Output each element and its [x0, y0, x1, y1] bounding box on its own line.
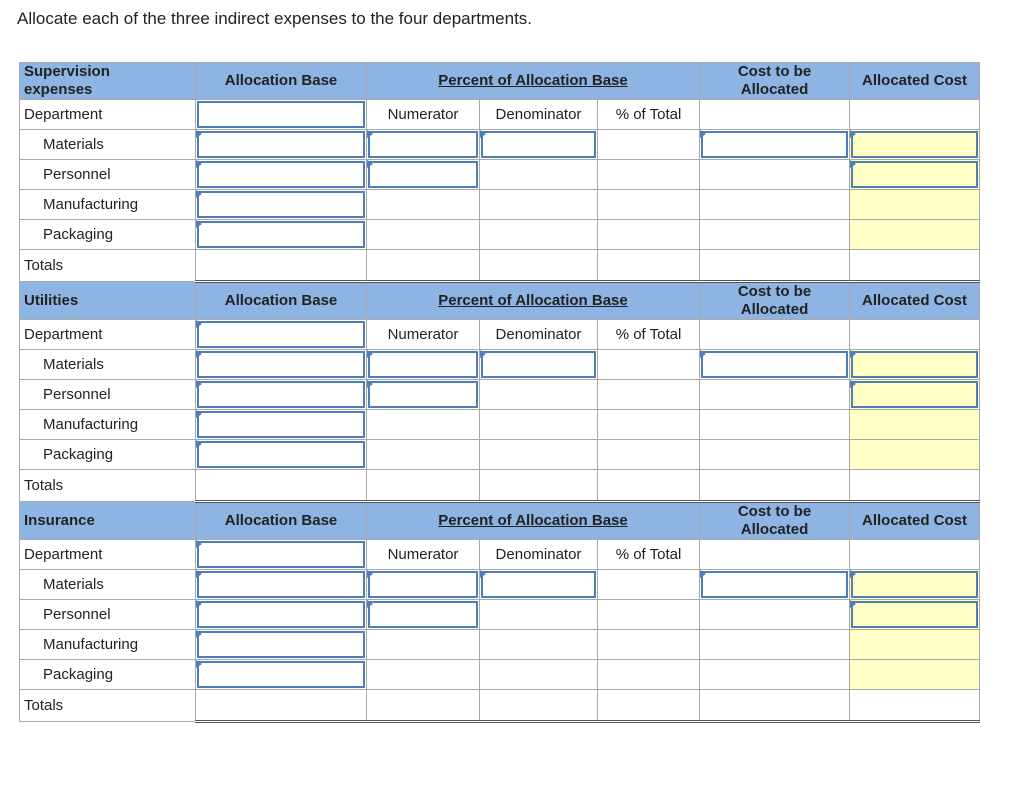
cost-cell: [700, 410, 850, 440]
denominator-label: Denominator: [480, 320, 598, 350]
allocated-cost-cell: [850, 410, 980, 440]
table-row: [20, 160, 980, 190]
pct-cell: [598, 660, 700, 690]
totals-label: Totals: [20, 470, 196, 502]
department-subheader-row: [20, 540, 980, 570]
pct-cell: [598, 160, 700, 190]
department-name: Manufacturing: [20, 630, 196, 660]
allocated-cost-cell: [850, 630, 980, 660]
section-header-utilities: [20, 282, 980, 320]
pct-of-total-label: % of Total: [598, 540, 700, 570]
denominator-cell: [480, 380, 598, 410]
denominator-cell: [480, 600, 598, 630]
pct-cell: [598, 350, 700, 380]
table-row: [20, 630, 980, 660]
department-label: Department: [20, 540, 196, 570]
numerator-cell: [367, 410, 480, 440]
totals-row: [20, 470, 980, 502]
allocated-cost-input[interactable]: [850, 160, 980, 190]
cost-to-be-allocated-header: Cost to be Allocated: [700, 63, 850, 100]
totals-cell: [700, 690, 850, 722]
department-label: Department: [20, 320, 196, 350]
totals-cell: [196, 250, 367, 282]
numerator-input[interactable]: [367, 380, 480, 410]
allocated-cost-input[interactable]: [850, 130, 980, 160]
pct-cell: [598, 630, 700, 660]
pct-cell: [598, 190, 700, 220]
department-name: Personnel: [20, 600, 196, 630]
department-subheader-row: [20, 100, 980, 130]
department-label: Department: [20, 100, 196, 130]
numerator-cell: [367, 190, 480, 220]
totals-cell: [480, 250, 598, 282]
totals-cell: [598, 250, 700, 282]
percent-allocation-base-header: Percent of Allocation Base: [367, 502, 700, 540]
allocated-cost-header: Allocated Cost: [850, 63, 980, 100]
department-name: Manufacturing: [20, 410, 196, 440]
allocation-base-header: Allocation Base: [196, 502, 367, 540]
percent-allocation-base-header: Percent of Allocation Base: [367, 282, 700, 320]
department-name: Manufacturing: [20, 190, 196, 220]
totals-cell: [598, 690, 700, 722]
pct-cell: [598, 570, 700, 600]
allocated-cost-input[interactable]: [850, 380, 980, 410]
department-name: Packaging: [20, 660, 196, 690]
department-name: Personnel: [20, 380, 196, 410]
allocation-base-input[interactable]: [196, 130, 367, 160]
numerator-cell: [367, 440, 480, 470]
numerator-cell: [367, 220, 480, 250]
totals-cell: [367, 250, 480, 282]
allocation-base-input[interactable]: [196, 380, 367, 410]
cost-to-be-allocated-header: Cost to be Allocated: [700, 282, 850, 320]
cost-to-be-allocated-input[interactable]: [700, 570, 850, 600]
numerator-input[interactable]: [367, 130, 480, 160]
denominator-cell: [480, 410, 598, 440]
allocation-base-input[interactable]: [196, 410, 367, 440]
cost-cell: [700, 160, 850, 190]
table-row: [20, 570, 980, 600]
cost-cell: [700, 320, 850, 350]
totals-cell: [367, 470, 480, 502]
allocated-cost-cell: [850, 190, 980, 220]
totals-row: [20, 250, 980, 282]
denominator-input[interactable]: [480, 130, 598, 160]
allocation-base-input[interactable]: [196, 320, 367, 350]
allocation-base-input[interactable]: [196, 440, 367, 470]
denominator-label: Denominator: [480, 540, 598, 570]
allocation-base-input[interactable]: [196, 160, 367, 190]
cost-cell: [700, 540, 850, 570]
department-name: Materials: [20, 570, 196, 600]
table-row: [20, 380, 980, 410]
cost-cell: [700, 600, 850, 630]
instruction-text: Allocate each of the three indirect expenses to the four departments.: [17, 9, 533, 28]
section-header-insurance: [20, 502, 980, 540]
department-subheader-row: [20, 320, 980, 350]
numerator-input[interactable]: [367, 160, 480, 190]
pct-cell: [598, 220, 700, 250]
department-name: Packaging: [20, 440, 196, 470]
allocated-cost-cell: [850, 440, 980, 470]
allocated-cell: [850, 320, 980, 350]
table-row: [20, 410, 980, 440]
allocation-base-input[interactable]: [196, 600, 367, 630]
cost-cell: [700, 630, 850, 660]
table-row: [20, 660, 980, 690]
cost-cell: [700, 660, 850, 690]
totals-label: Totals: [20, 250, 196, 282]
totals-cell: [850, 470, 980, 502]
numerator-label: Numerator: [367, 320, 480, 350]
allocated-cost-header: Allocated Cost: [850, 502, 980, 540]
table-row: [20, 130, 980, 160]
totals-cell: [850, 250, 980, 282]
allocated-cost-input[interactable]: [850, 350, 980, 380]
cost-cell: [700, 100, 850, 130]
allocated-cost-cell: [850, 660, 980, 690]
denominator-cell: [480, 190, 598, 220]
pct-cell: [598, 380, 700, 410]
cost-cell: [700, 220, 850, 250]
allocation-base-input[interactable]: [196, 190, 367, 220]
department-name: Personnel: [20, 160, 196, 190]
cost-to-be-allocated-input[interactable]: [700, 130, 850, 160]
denominator-label: Denominator: [480, 100, 598, 130]
allocated-cell: [850, 100, 980, 130]
numerator-cell: [367, 630, 480, 660]
section-title: Supervision expenses: [20, 63, 196, 100]
department-name: Materials: [20, 350, 196, 380]
numerator-label: Numerator: [367, 100, 480, 130]
cost-to-be-allocated-header: Cost to be Allocated: [700, 502, 850, 540]
denominator-input[interactable]: [480, 350, 598, 380]
allocated-cost-input[interactable]: [850, 570, 980, 600]
allocation-base-input[interactable]: [196, 220, 367, 250]
denominator-input[interactable]: [480, 570, 598, 600]
table-row: [20, 440, 980, 470]
table-row: [20, 350, 980, 380]
allocation-base-header: Allocation Base: [196, 282, 367, 320]
pct-cell: [598, 130, 700, 160]
pct-cell: [598, 440, 700, 470]
numerator-input[interactable]: [367, 350, 480, 380]
table-row: [20, 600, 980, 630]
numerator-cell: [367, 660, 480, 690]
totals-cell: [480, 470, 598, 502]
pct-of-total-label: % of Total: [598, 100, 700, 130]
section-title: Utilities: [20, 282, 196, 320]
allocated-cost-input[interactable]: [850, 600, 980, 630]
pct-of-total-label: % of Total: [598, 320, 700, 350]
department-name: Packaging: [20, 220, 196, 250]
cost-cell: [700, 190, 850, 220]
totals-cell: [700, 250, 850, 282]
allocation-base-input[interactable]: [196, 540, 367, 570]
pct-cell: [598, 600, 700, 630]
totals-cell: [598, 470, 700, 502]
allocated-cost-header: Allocated Cost: [850, 282, 980, 320]
percent-allocation-base-header: Percent of Allocation Base: [367, 63, 700, 100]
allocation-base-input[interactable]: [196, 570, 367, 600]
totals-cell: [850, 690, 980, 722]
denominator-cell: [480, 220, 598, 250]
cost-cell: [700, 440, 850, 470]
allocation-base-input[interactable]: [196, 100, 367, 130]
denominator-cell: [480, 160, 598, 190]
allocated-cell: [850, 540, 980, 570]
allocation-base-input[interactable]: [196, 350, 367, 380]
totals-cell: [196, 690, 367, 722]
allocation-base-input[interactable]: [196, 660, 367, 690]
section-header-supervision: [20, 63, 980, 100]
pct-cell: [598, 410, 700, 440]
numerator-input[interactable]: [367, 600, 480, 630]
denominator-cell: [480, 660, 598, 690]
totals-cell: [367, 690, 480, 722]
allocation-base-header: Allocation Base: [196, 63, 367, 100]
denominator-cell: [480, 630, 598, 660]
allocation-table: [19, 62, 980, 723]
numerator-input[interactable]: [367, 570, 480, 600]
cost-cell: [700, 380, 850, 410]
denominator-cell: [480, 440, 598, 470]
table-row: [20, 190, 980, 220]
numerator-label: Numerator: [367, 540, 480, 570]
totals-cell: [196, 470, 367, 502]
totals-row: [20, 690, 980, 722]
table-row: [20, 220, 980, 250]
totals-label: Totals: [20, 690, 196, 722]
allocation-base-input[interactable]: [196, 630, 367, 660]
section-title: Insurance: [20, 502, 196, 540]
totals-cell: [700, 470, 850, 502]
allocated-cost-cell: [850, 220, 980, 250]
department-name: Materials: [20, 130, 196, 160]
cost-to-be-allocated-input[interactable]: [700, 350, 850, 380]
totals-cell: [480, 690, 598, 722]
